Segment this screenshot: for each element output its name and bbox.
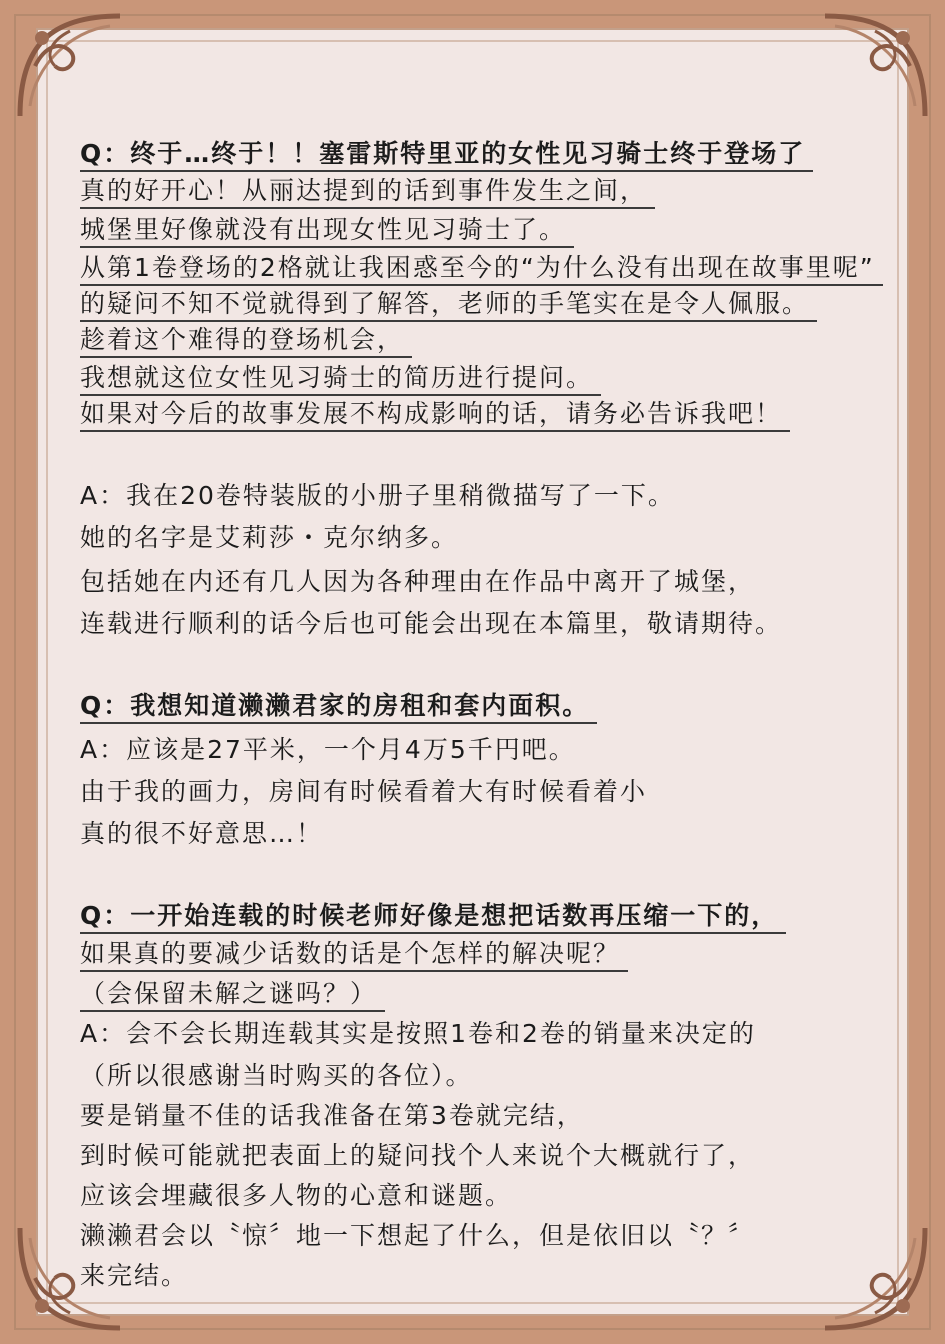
answer-line: 真的很不好意思…！ — [80, 819, 324, 848]
answer-line: 包括她在内还有几人因为各种理由在作品中离开了城堡， — [80, 567, 756, 596]
question-line: （会保留未解之谜吗？） — [80, 978, 385, 1012]
answer-line: 到时候可能就把表面上的疑问找个人来说个大概就行了， — [80, 1141, 756, 1170]
question-line: Q：一开始连载的时候老师好像是想把话数再压缩一下的， — [80, 900, 786, 934]
question-line: 的疑问不知不觉就得到了解答，老师的手笔实在是令人佩服。 — [80, 288, 817, 322]
question-line: 如果真的要减少话数的话是个怎样的解决呢？ — [80, 938, 628, 972]
answer-line: 她的名字是艾莉莎・克尔纳多。 — [80, 523, 459, 552]
question-line: 城堡里好像就没有出现女性见习骑士了。 — [80, 214, 574, 248]
answer-line: 连载进行顺利的话今后也可能会出现在本篇里，敬请期待。 — [80, 609, 783, 638]
question-line: Q：我想知道濑濑君家的房租和套内面积。 — [80, 690, 597, 724]
question-line: 从第1卷登场的2格就让我困惑至今的“为什么没有出现在故事里呢” — [80, 252, 883, 286]
answer-line: A：会不会长期连载其实是按照1卷和2卷的销量来决定的 — [80, 1019, 756, 1048]
question-line: 趁着这个难得的登场机会， — [80, 324, 412, 358]
corner-ornament-icon — [815, 1218, 935, 1338]
answer-line: A：我在20卷特装版的小册子里稍微描写了一下。 — [80, 481, 675, 510]
answer-line: 来完结。 — [80, 1261, 189, 1290]
corner-ornament-icon — [10, 6, 130, 126]
answer-line: A：应该是27平米，一个月4万5千円吧。 — [80, 735, 576, 764]
corner-ornament-icon — [815, 6, 935, 126]
answer-line: 濑濑君会以〝惊〞地一下想起了什么，但是依旧以〝？〞 — [80, 1221, 756, 1250]
question-line: 我想就这位女性见习骑士的简历进行提问。 — [80, 362, 601, 396]
answer-line: 由于我的画力，房间有时候看着大有时候看着小 — [80, 777, 648, 806]
question-line: 如果对今后的故事发展不构成影响的话，请务必告诉我吧！ — [80, 398, 790, 432]
question-line: Q：终于…终于！！塞雷斯特里亚的女性见习骑士终于登场了 — [80, 138, 813, 172]
question-line: 真的好开心！从丽达提到的话到事件发生之间， — [80, 175, 655, 209]
answer-line: 要是销量不佳的话我准备在第3卷就完结， — [80, 1101, 584, 1130]
answer-line: （所以很感谢当时购买的各位）。 — [80, 1061, 473, 1090]
answer-line: 应该会埋藏很多人物的心意和谜题。 — [80, 1181, 513, 1210]
